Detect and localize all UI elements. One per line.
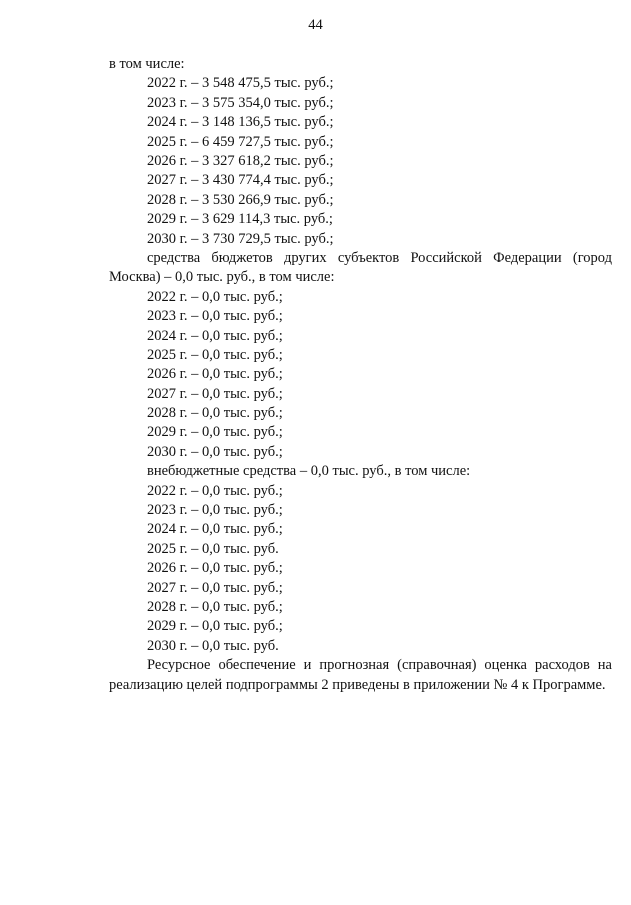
block2-year-line: 2024 г. – 0,0 тыс. руб.; xyxy=(147,327,283,344)
block3-year-line: 2029 г. – 0,0 тыс. руб.; xyxy=(147,618,283,635)
block1-year-line: 2026 г. – 3 327 618,2 тыс. руб.; xyxy=(147,152,334,169)
block3-heading: внебюджетные средства – 0,0 тыс. руб., в том числе: xyxy=(147,463,471,480)
block2-year-line: 2027 г. – 0,0 тыс. руб.; xyxy=(147,385,283,402)
closing-paragraph: Ресурсное обеспечение и прогнозная (справочная) оценка расходов на реализацию целей подпрограммы 2 приведены в приложении № 4 к Программе. xyxy=(109,657,612,693)
block2-year-line: 2025 г. – 0,0 тыс. руб.; xyxy=(147,346,283,363)
block2-year-line: 2029 г. – 0,0 тыс. руб.; xyxy=(147,424,283,441)
block1-year-line: 2022 г. – 3 548 475,5 тыс. руб.; xyxy=(147,75,334,92)
block2-year-line: 2028 г. – 0,0 тыс. руб.; xyxy=(147,405,283,422)
block1-year-line: 2028 г. – 3 530 266,9 тыс. руб.; xyxy=(147,191,334,208)
block1-intro: в том числе: xyxy=(109,56,185,72)
block3-year-line: 2024 г. – 0,0 тыс. руб.; xyxy=(147,521,283,538)
block3-year-line: 2025 г. – 0,0 тыс. руб. xyxy=(147,540,279,557)
block1-year-line: 2027 г. – 3 430 774,4 тыс. руб.; xyxy=(147,172,334,189)
block2-year-line: 2023 г. – 0,0 тыс. руб.; xyxy=(147,308,283,325)
block3-year-line: 2022 г. – 0,0 тыс. руб.; xyxy=(147,482,283,499)
block3-year-line: 2030 г. – 0,0 тыс. руб. xyxy=(147,637,279,654)
block3-year-line: 2028 г. – 0,0 тыс. руб.; xyxy=(147,598,283,615)
block3-year-line: 2027 г. – 0,0 тыс. руб.; xyxy=(147,579,283,596)
block1-year-line: 2023 г. – 3 575 354,0 тыс. руб.; xyxy=(147,94,334,111)
block2-year-line: 2026 г. – 0,0 тыс. руб.; xyxy=(147,366,283,383)
block3-year-line: 2023 г. – 0,0 тыс. руб.; xyxy=(147,502,283,519)
block2-year-line: 2022 г. – 0,0 тыс. руб.; xyxy=(147,288,283,305)
block1-year-line: 2029 г. – 3 629 114,3 тыс. руб.; xyxy=(147,211,333,228)
block1-year-line: 2025 г. – 6 459 727,5 тыс. руб.; xyxy=(147,133,334,150)
block2-year-line: 2030 г. – 0,0 тыс. руб.; xyxy=(147,443,283,460)
page-number: 44 xyxy=(308,17,323,33)
document-body xyxy=(109,55,612,695)
block1-year-line: 2030 г. – 3 730 729,5 тыс. руб.; xyxy=(147,230,334,247)
block1-year-line: 2024 г. – 3 148 136,5 тыс. руб.; xyxy=(147,114,334,131)
block2-heading: средства бюджетов других субъектов Российской Федерации (город Москва) – 0,0 тыс. руб., в том числе: xyxy=(109,249,612,286)
block3-year-line: 2026 г. – 0,0 тыс. руб.; xyxy=(147,560,283,577)
